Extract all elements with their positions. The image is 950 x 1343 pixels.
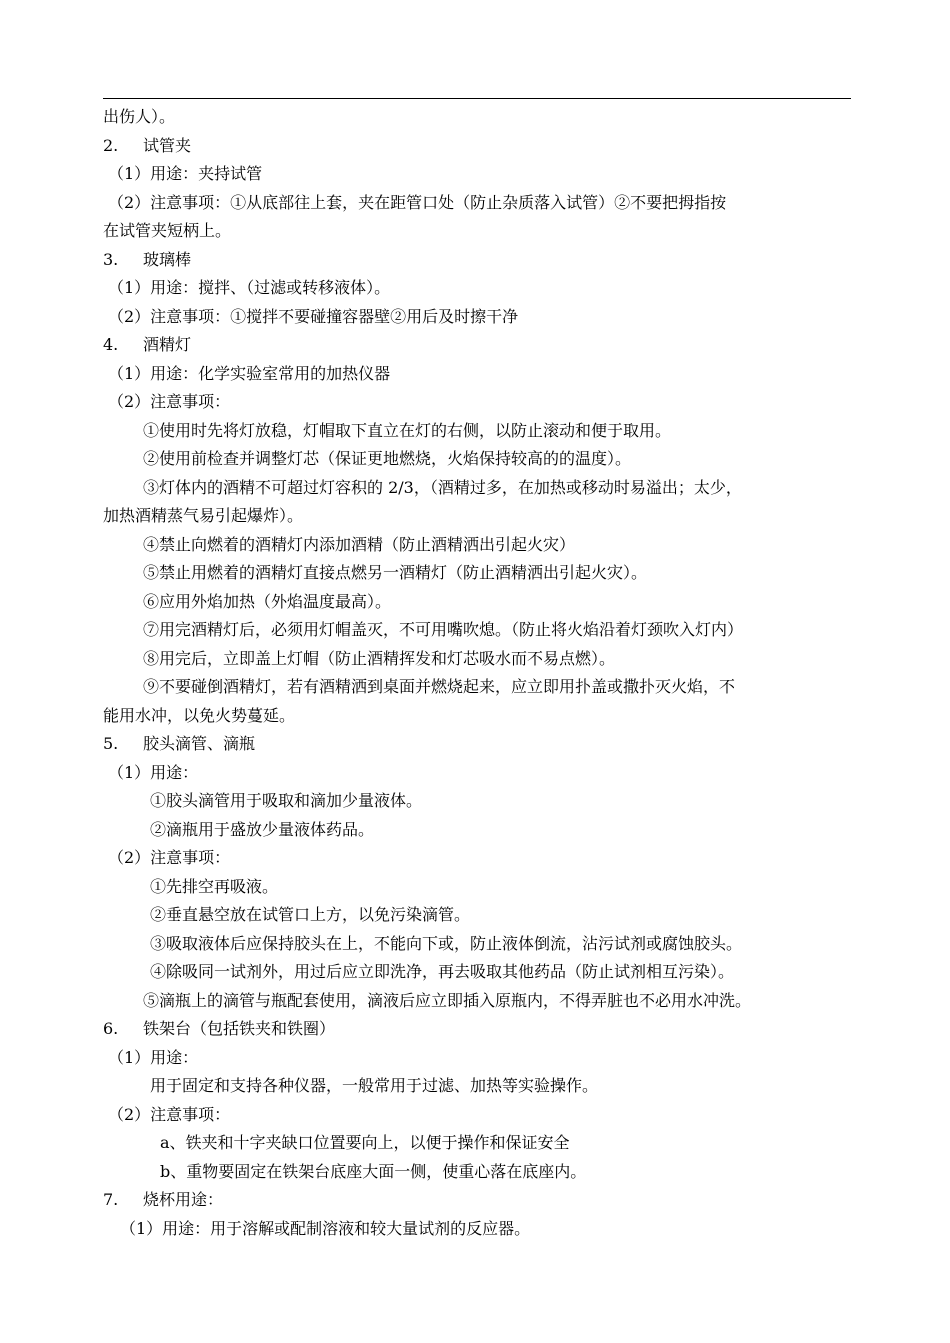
text-line: ⑦用完酒精灯后，必须用灯帽盖灭，不可用嘴吹熄。（防止将火焰沿着灯颈吹入灯内） — [143, 620, 744, 639]
section-heading — [103, 135, 191, 157]
text-line: ②滴瓶用于盛放少量液体药品。 — [150, 820, 375, 839]
text-line: 加热酒精蒸气易引起爆炸）。 — [103, 506, 304, 525]
text-line: （1）用途： — [108, 763, 199, 782]
text-line: （1）用途：搅拌、（过滤或转移液体）。 — [108, 278, 391, 297]
text-line: ⑥应用外焰加热（外焰温度最高）。 — [143, 592, 392, 611]
text-line: ⑤禁止用燃着的酒精灯直接点燃另一酒精灯（防止酒精洒出引起火灾）。 — [143, 563, 648, 582]
section-title: 玻璃棒 — [143, 250, 192, 269]
text-line: ③吸取液体后应保持胶头在上，不能向下或，防止液体倒流，沾污试剂或腐蚀胶头。 — [150, 934, 743, 953]
text-line: （2）注意事项： — [108, 1105, 231, 1124]
text-line: （2）注意事项： — [108, 392, 231, 411]
text-line: ②使用前检查并调整灯芯（保证更地燃烧，火焰保持较高的的温度）。 — [143, 449, 632, 468]
section-number: 3. — [103, 250, 119, 269]
text-line: ⑨不要碰倒酒精灯，若有酒精洒到桌面并燃烧起来，应立即用扑盖或撒扑灭火焰，不 — [143, 677, 736, 696]
section-title: 酒精灯 — [143, 335, 192, 354]
section-heading — [103, 1018, 335, 1040]
text-line: 出伤人）。 — [103, 107, 176, 126]
text-line: （2）注意事项：①搅拌不要碰撞容器壁②用后及时擦干净 — [108, 307, 519, 326]
text-line: ⑧用完后，立即盖上灯帽（防止酒精挥发和灯芯吸水而不易点燃）。 — [143, 649, 616, 668]
header-rule — [103, 98, 851, 99]
text-line: ④除吸同一试剂外，用过后应立即洗净，再去吸取其他药品（防止试剂相互污染）。 — [150, 962, 735, 981]
text-line: ④禁止向燃着的酒精灯内添加酒精（防止酒精洒出引起火灾） — [143, 535, 576, 554]
text-line: ⑤滴瓶上的滴管与瓶配套使用，滴液后应立即插入原瓶内，不得弄脏也不必用水冲洗。 — [143, 991, 752, 1010]
text-line: a、铁夹和十字夹缺口位置要向上，以便于操作和保证安全 — [160, 1133, 570, 1152]
text-line: 在试管夹短柄上。 — [103, 221, 232, 240]
text-line: b、重物要固定在铁架台底座大面一侧，使重心落在底座内。 — [160, 1162, 587, 1181]
text-line: 能用水冲，以免火势蔓延。 — [103, 706, 296, 725]
text-line: （1）用途：化学实验室常用的加热仪器 — [108, 364, 391, 383]
section-number: 6. — [103, 1019, 119, 1038]
section-heading — [103, 249, 191, 271]
text-line: （1）用途：夹持试管 — [108, 164, 263, 183]
section-heading — [103, 334, 191, 356]
section-number: 4. — [103, 335, 119, 354]
text-line: 用于固定和支持各种仪器，一般常用于过滤、加热等实验操作。 — [150, 1076, 599, 1095]
text-line: ①胶头滴管用于吸取和滴加少量液体。 — [150, 791, 423, 810]
section-heading — [103, 733, 255, 755]
text-line: ②垂直悬空放在试管口上方，以免污染滴管。 — [150, 905, 471, 924]
section-number: 5. — [103, 734, 119, 753]
section-title: 胶头滴管、滴瓶 — [143, 734, 256, 753]
section-title: 铁架台（包括铁夹和铁圈） — [143, 1019, 336, 1038]
text-line: ①使用时先将灯放稳，灯帽取下直立在灯的右侧，以防止滚动和便于取用。 — [143, 421, 672, 440]
section-title: 烧杯用途： — [143, 1190, 224, 1209]
section-number: 7. — [103, 1190, 119, 1209]
text-line: （2）注意事项： — [108, 848, 231, 867]
text-line: ③灯体内的酒精不可超过灯容积的 2/3，（酒精过多，在加热或移动时易溢出；太少， — [143, 478, 742, 497]
section-title: 试管夹 — [143, 136, 192, 155]
section-heading — [103, 1189, 223, 1211]
text-line: （1）用途：用于溶解或配制溶液和较大量试剂的反应器。 — [120, 1219, 531, 1238]
text-line: ①先排空再吸液。 — [150, 877, 279, 896]
text-line: （2）注意事项：①从底部往上套，夹在距管口处（防止杂质落入试管）②不要把拇指按 — [108, 193, 727, 212]
text-line: （1）用途： — [108, 1048, 199, 1067]
section-number: 2. — [103, 136, 119, 155]
